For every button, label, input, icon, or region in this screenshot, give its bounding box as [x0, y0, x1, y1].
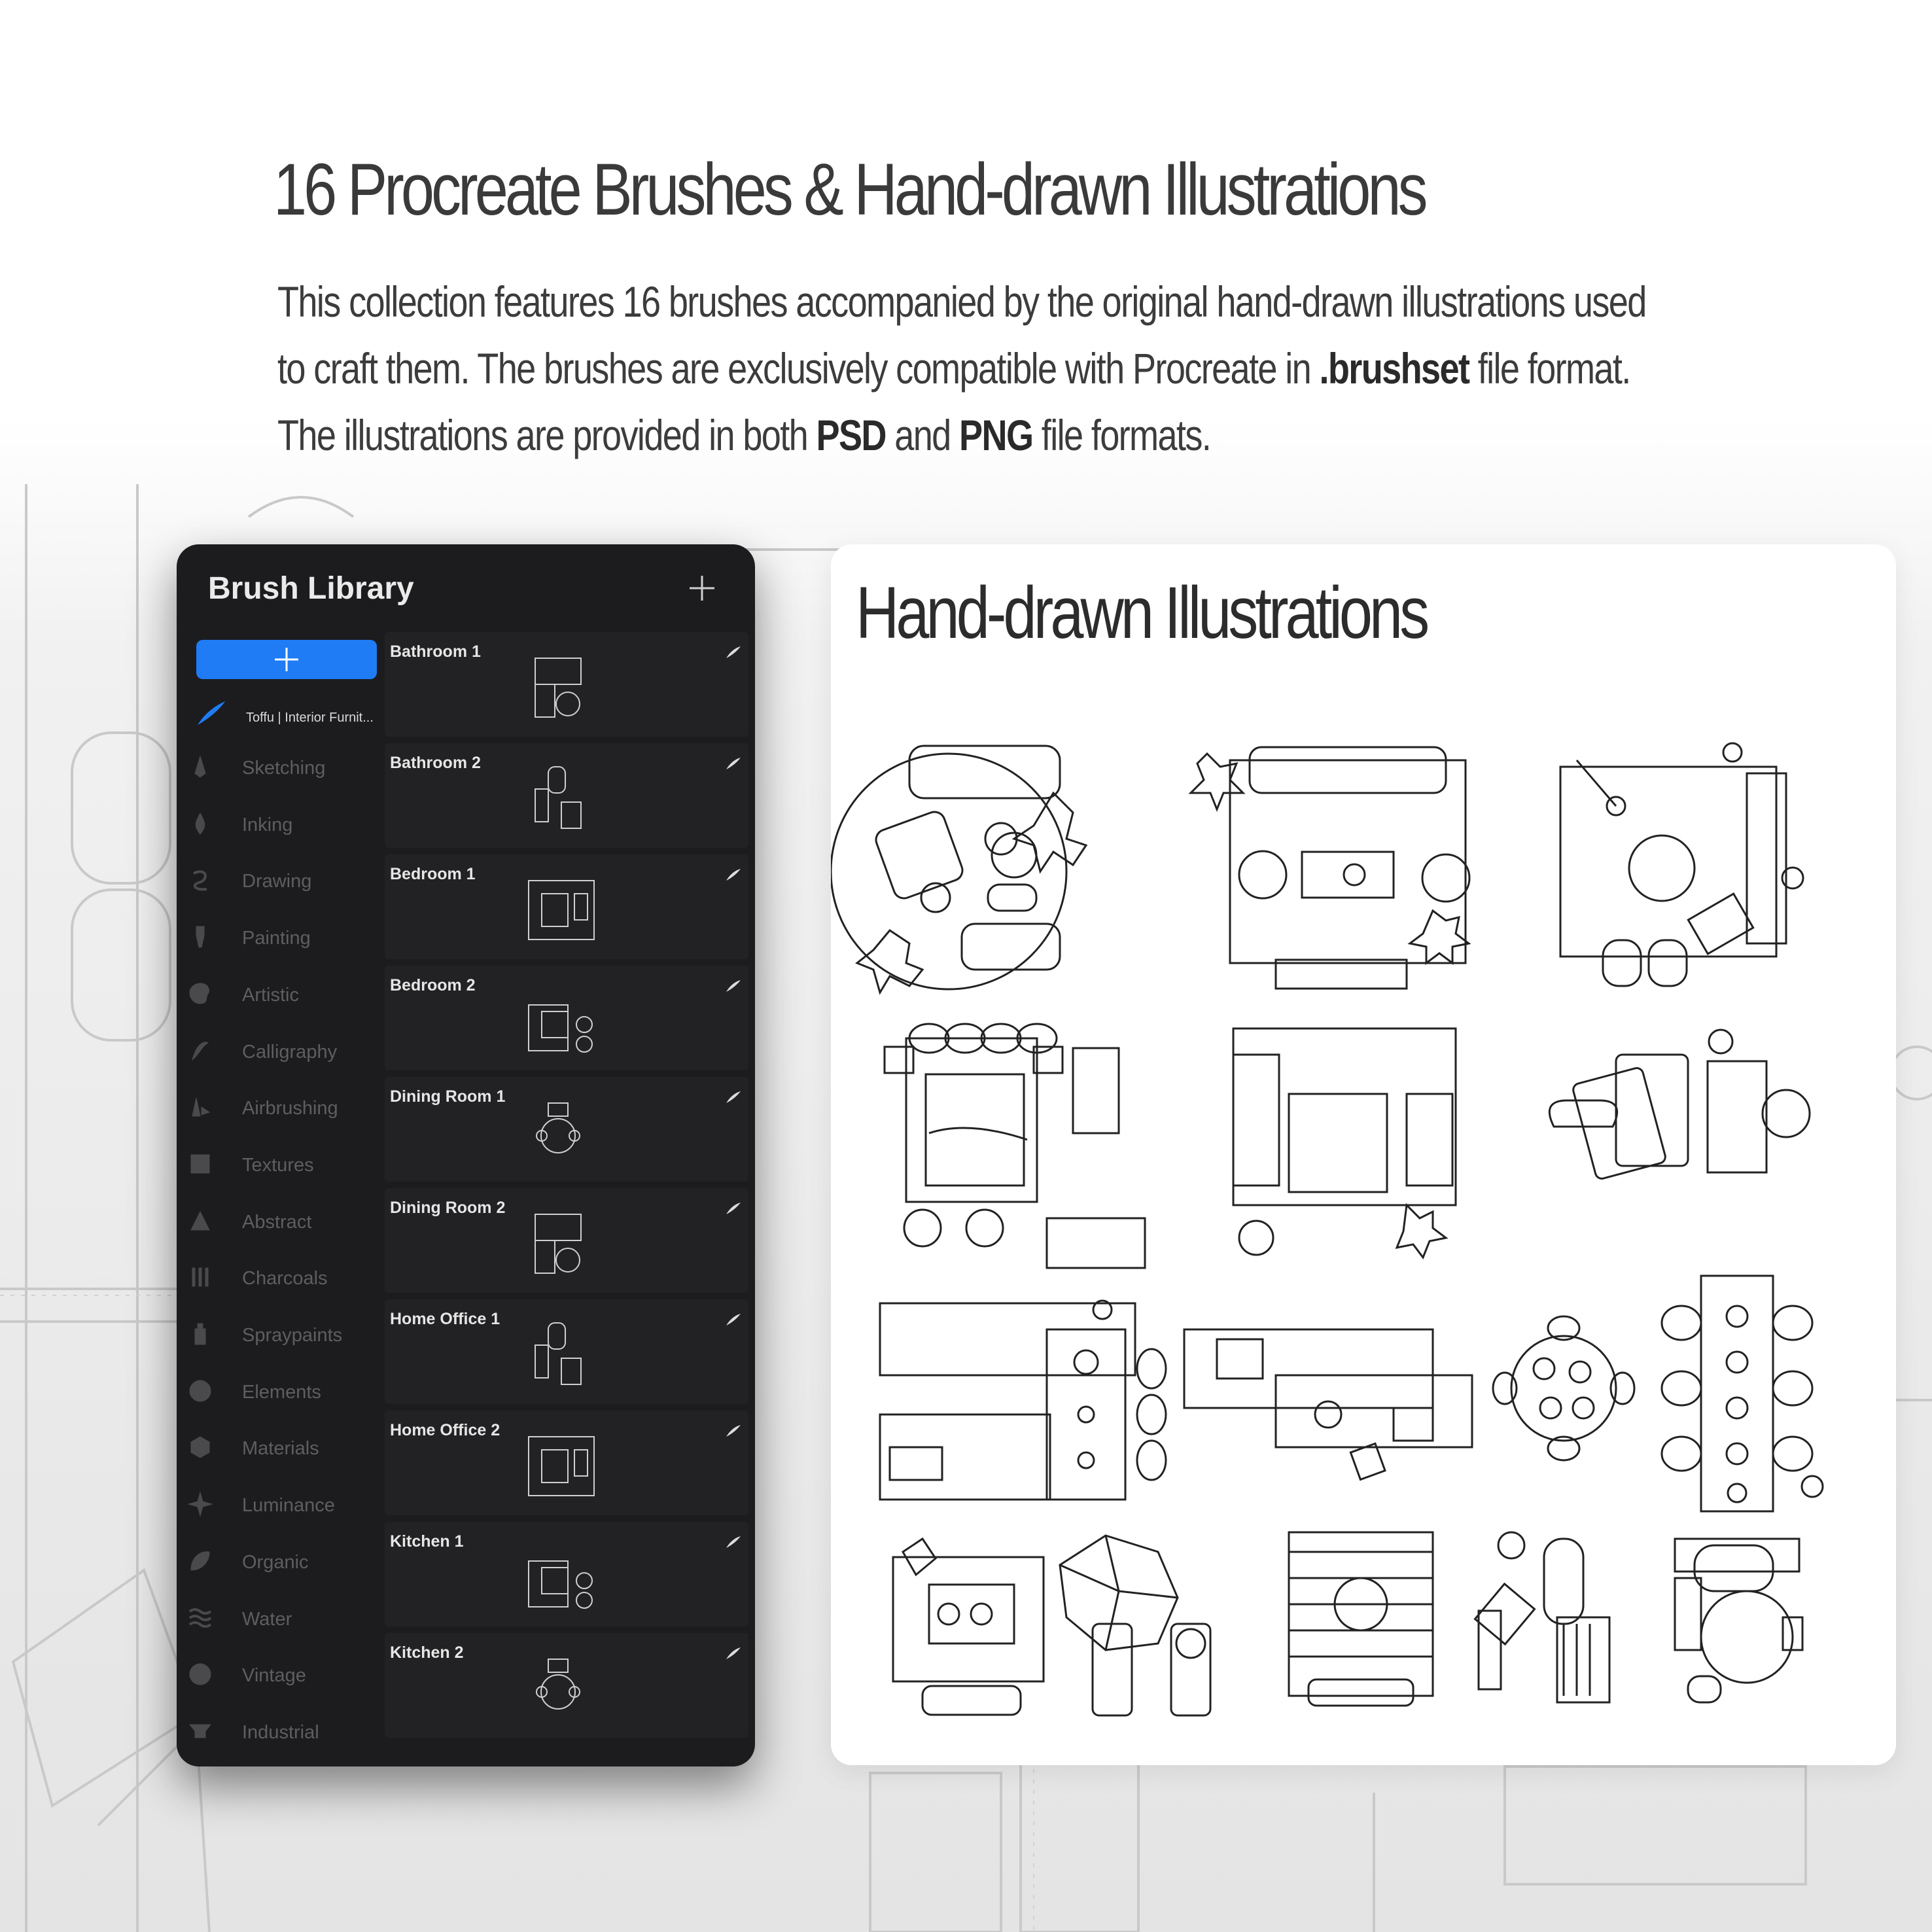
category-item-vintage[interactable]	[177, 1655, 379, 1694]
brush-name: Kitchen 2	[390, 1643, 464, 1662]
category-label: Luminance	[242, 1495, 335, 1517]
category-label: Textures	[242, 1154, 314, 1176]
brush-stroke-icon	[725, 868, 742, 882]
illustration-living-room-3	[1560, 743, 1803, 986]
illustration-living-room-1	[831, 746, 1086, 992]
calligraphy-icon	[187, 1038, 213, 1064]
brush-name: Dining Room 1	[390, 1087, 506, 1106]
brush-stroke-icon	[195, 699, 228, 728]
plus-icon[interactable]	[687, 573, 717, 603]
texture-icon	[187, 1151, 213, 1177]
illustrations-card	[831, 544, 1896, 1765]
category-label: Spraypaints	[242, 1325, 343, 1346]
category-item-painting[interactable]	[177, 917, 379, 957]
page-title: 16 Procreate Brushes & Hand-drawn Illustrations	[273, 149, 1425, 230]
leaf-icon	[187, 1548, 213, 1574]
brush-name: Home Office 2	[390, 1421, 501, 1439]
brush-preview-thumbnail	[522, 1319, 601, 1394]
intro-line-1: This collection features 16 brushes accompanied by the original hand-drawn illustrations used	[277, 277, 1646, 326]
brush-stroke-icon	[725, 1424, 742, 1438]
category-item-organic[interactable]	[177, 1541, 379, 1581]
category-label: Drawing	[242, 871, 312, 892]
category-label: Calligraphy	[242, 1041, 338, 1063]
intro-paragraph	[277, 268, 1672, 468]
brush-item-kitchen-2[interactable]	[385, 1633, 748, 1738]
intro-line-2: to craft them. The brushes are exclusively compatible with Procreate in .brushset file format.	[277, 344, 1630, 393]
illustration-home-office-1	[1549, 1030, 1810, 1180]
category-item-calligraphy[interactable]	[177, 1031, 379, 1070]
brush-name: Bathroom 2	[390, 754, 481, 772]
brush-name: Bathroom 1	[390, 642, 481, 661]
brush-item-bathroom-1[interactable]	[385, 632, 748, 737]
brush-item-bathroom-2[interactable]	[385, 743, 748, 848]
brush-stroke-icon	[725, 979, 742, 993]
category-item-elements[interactable]	[177, 1371, 379, 1411]
charcoal-icon	[187, 1264, 213, 1290]
category-item-sketching[interactable]	[177, 747, 379, 786]
ink-drop-icon	[187, 811, 213, 837]
category-label: Elements	[242, 1381, 321, 1403]
category-item-industrial[interactable]	[177, 1712, 379, 1751]
brush-name: Home Office 1	[390, 1310, 501, 1328]
category-label: Organic	[242, 1551, 309, 1573]
brush-item-kitchen-1[interactable]	[385, 1522, 748, 1626]
palette-icon	[187, 981, 213, 1007]
illustration-outdoor-rug	[1289, 1532, 1433, 1706]
illustration-kitchen-2	[1184, 1329, 1472, 1479]
category-label: Abstract	[242, 1211, 312, 1233]
brush-stroke-icon	[725, 1312, 742, 1327]
brush-preview-thumbnail	[522, 1541, 601, 1617]
brush-preview-thumbnail	[522, 652, 601, 727]
active-brush-set[interactable]	[190, 695, 379, 734]
category-item-airbrushing[interactable]	[177, 1087, 379, 1127]
spray-can-icon	[187, 1321, 213, 1347]
brush-name: Bedroom 1	[390, 865, 476, 883]
brush-name: Bedroom 2	[390, 976, 476, 994]
brush-stroke-icon	[725, 1201, 742, 1216]
brush-item-dining-room-2[interactable]	[385, 1188, 748, 1293]
illustrations-title: Hand-drawn Illustrations	[856, 572, 1427, 654]
brush-stroke-icon	[725, 1646, 742, 1660]
intro-line-3: The illustrations are provided in both PSD and PNG file formats.	[277, 411, 1211, 459]
swirl-icon	[187, 867, 213, 893]
illustration-kitchen-1	[880, 1301, 1166, 1500]
sparkle-icon	[187, 1491, 213, 1517]
yin-yang-icon	[187, 1378, 213, 1404]
brush-item-bedroom-2[interactable]	[385, 966, 748, 1070]
brush-stroke-icon	[725, 645, 742, 659]
brush-preview-thumbnail	[522, 1208, 601, 1283]
brush-stroke-icon	[725, 1535, 742, 1549]
category-label: Inking	[242, 814, 293, 835]
brush-preview-thumbnail	[522, 874, 601, 949]
category-item-charcoals[interactable]	[177, 1257, 379, 1297]
illustration-living-room-2	[1191, 747, 1469, 989]
anvil-icon	[187, 1718, 213, 1744]
category-label: Vintage	[242, 1665, 306, 1687]
illustration-umbrella-loungers	[1060, 1536, 1210, 1715]
category-item-drawing[interactable]	[177, 860, 379, 900]
category-label: Sketching	[242, 758, 326, 779]
illustration-patio	[893, 1539, 1044, 1715]
illustration-bathroom-1	[1475, 1532, 1609, 1702]
new-brush-set-button[interactable]	[196, 640, 377, 679]
brush-name: Dining Room 2	[390, 1199, 506, 1217]
category-item-luminance[interactable]	[177, 1484, 379, 1524]
category-item-abstract[interactable]	[177, 1201, 379, 1240]
brush-item-bedroom-1[interactable]	[385, 854, 748, 959]
airbrush-icon	[187, 1094, 213, 1120]
illustration-bathroom-2	[1675, 1539, 1802, 1702]
active-set-label: Toffu | Interior Furnit...	[246, 711, 374, 725]
plus-icon	[273, 646, 300, 673]
brush-preview-thumbnail	[522, 1653, 601, 1728]
panel-title: Brush Library	[208, 571, 414, 606]
illustration-bedroom-2	[1233, 1028, 1456, 1257]
category-item-spraypaints[interactable]	[177, 1314, 379, 1354]
category-item-textures[interactable]	[177, 1144, 379, 1184]
brush-preview-thumbnail	[522, 1097, 601, 1172]
illustration-dining-room-2	[1662, 1276, 1823, 1511]
cube-icon	[187, 1434, 213, 1460]
brush-preview-thumbnail	[522, 763, 601, 838]
brush-library-panel	[177, 544, 755, 1766]
brush-preview-thumbnail	[522, 1430, 601, 1505]
category-label: Materials	[242, 1438, 319, 1460]
brush-name: Kitchen 1	[390, 1532, 464, 1551]
category-label: Charcoals	[242, 1268, 328, 1290]
illustrations-grid	[831, 544, 1896, 1765]
triangle-icon	[187, 1208, 213, 1234]
category-label: Airbrushing	[242, 1098, 338, 1119]
category-label: Artistic	[242, 984, 299, 1006]
category-item-materials[interactable]	[177, 1428, 379, 1467]
illustration-dining-room-1	[1493, 1316, 1634, 1460]
brush-icon	[187, 924, 213, 950]
pencil-icon	[187, 754, 213, 780]
category-item-artistic[interactable]	[177, 974, 379, 1013]
brush-stroke-icon	[725, 1090, 742, 1104]
illustration-bedroom-1	[885, 1024, 1145, 1268]
brush-stroke-icon	[725, 756, 742, 771]
brush-item-home-office-2[interactable]	[385, 1411, 748, 1515]
category-label: Painting	[242, 928, 311, 949]
star-badge-icon	[187, 1661, 213, 1687]
category-label: Industrial	[242, 1721, 319, 1743]
brush-item-home-office-1[interactable]	[385, 1299, 748, 1404]
waves-icon	[187, 1605, 213, 1631]
category-item-inking[interactable]	[177, 804, 379, 843]
brush-item-dining-room-1[interactable]	[385, 1077, 748, 1182]
category-label: Water	[242, 1608, 292, 1630]
category-item-water[interactable]	[177, 1598, 379, 1638]
brush-preview-thumbnail	[522, 985, 601, 1061]
